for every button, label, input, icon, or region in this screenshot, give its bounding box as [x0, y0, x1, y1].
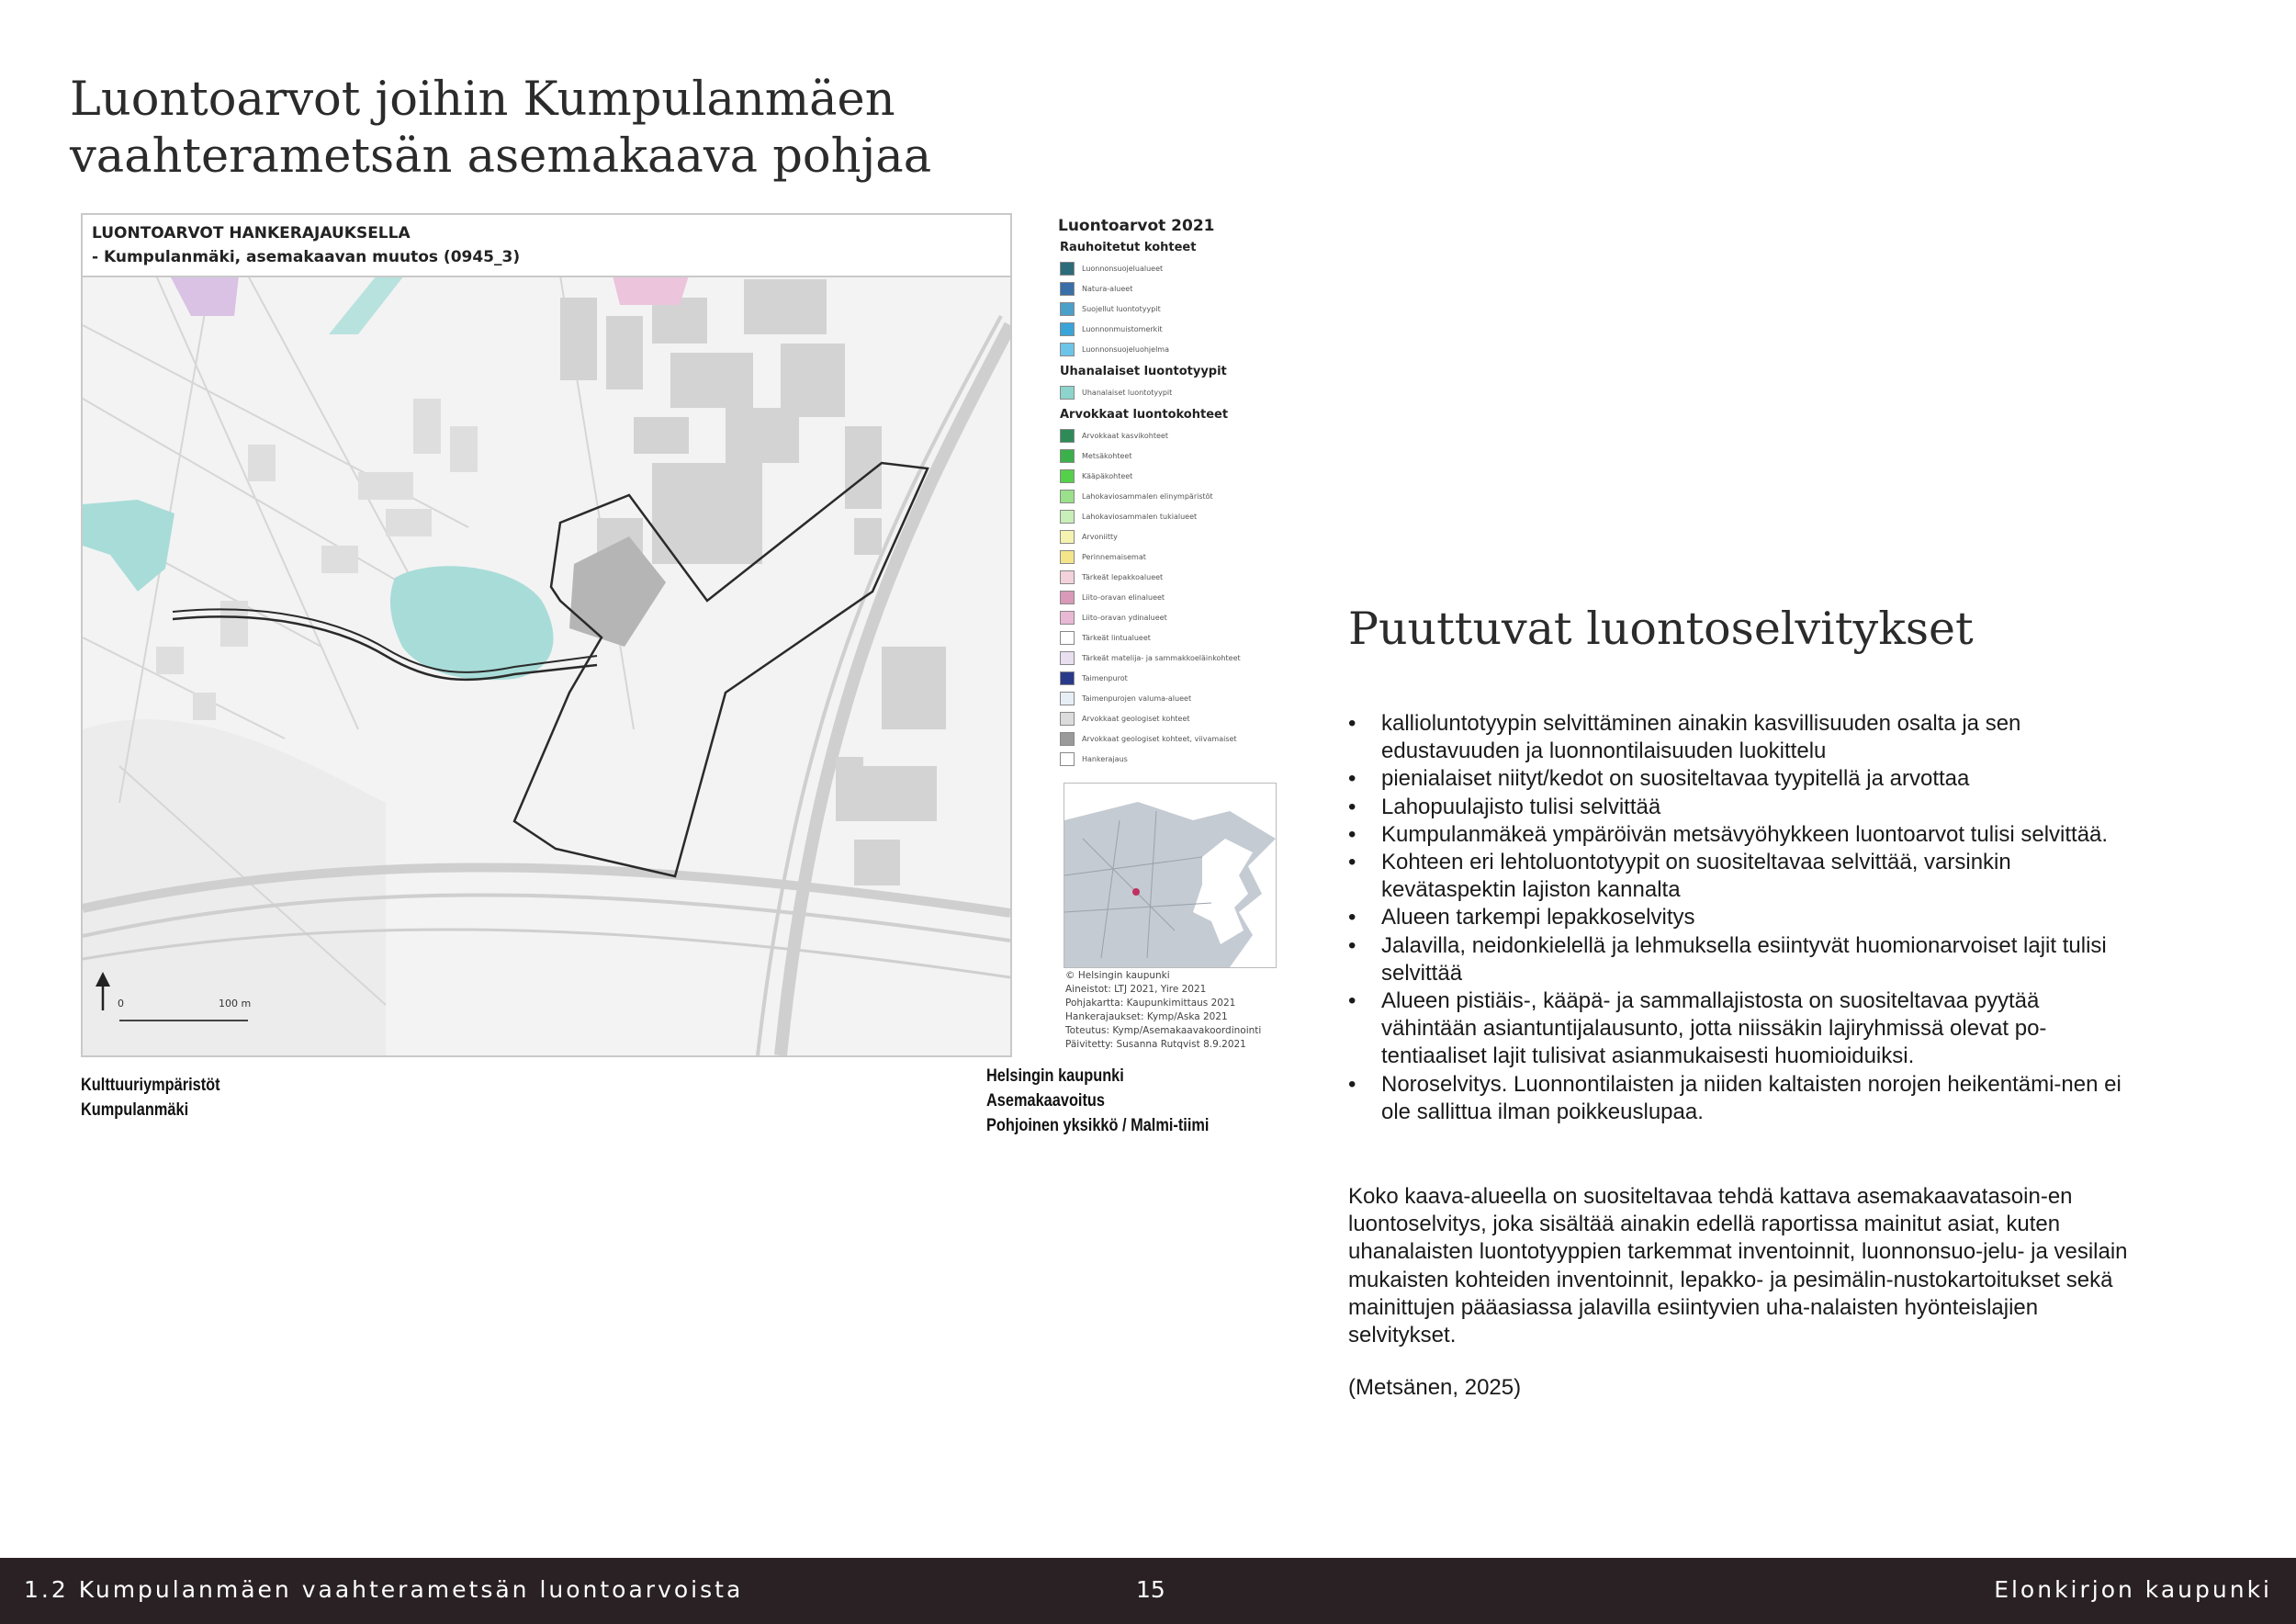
legend-item-label: Suojellut luontotyypit	[1082, 304, 1161, 313]
missing-surveys-list	[1348, 710, 2138, 1126]
legend-swatch	[1060, 570, 1075, 584]
list-item: • Lahopuulajisto tulisi selvittää	[1348, 794, 2138, 821]
legend-swatch	[1060, 386, 1075, 400]
credit-line: Päivitetty: Susanna Rutqvist 8.9.2021	[1065, 1039, 1246, 1050]
legend-swatch	[1060, 449, 1075, 463]
legend-swatch	[1060, 510, 1075, 524]
list-item: • Alueen tarkempi lepakkoselvitys	[1348, 904, 2138, 931]
legend-item	[1060, 486, 1275, 506]
caption-line: Asemakaavoitus	[986, 1091, 1105, 1111]
legend-item-label: Liito-oravan elinalueet	[1082, 592, 1165, 602]
map-credits	[1065, 969, 1286, 1052]
legend-swatch	[1060, 262, 1075, 276]
list-item: • pienialaiset niityt/kedot on suositeltavaa tyypitellä ja arvottaa	[1348, 765, 2138, 793]
caption-line: Kumpulanmäki	[81, 1100, 189, 1120]
legend-swatch	[1060, 732, 1075, 746]
map-subtitle: - Kumpulanmäki, asemakaavan muutos (0945_3)	[92, 248, 521, 266]
legend-section-heading: Arvokkaat luontokohteet	[1060, 408, 1229, 422]
legend-item	[1060, 299, 1275, 319]
legend-item-label: Taimenpurot	[1082, 673, 1128, 682]
map-caption-right	[986, 1064, 1209, 1138]
legend-item-label: Liito-oravan ydinalueet	[1082, 613, 1167, 622]
legend-swatch	[1060, 692, 1075, 705]
legend-swatch	[1060, 469, 1075, 483]
legend-section-heading: Rauhoitetut kohteet	[1060, 241, 1197, 254]
legend-item	[1060, 749, 1275, 769]
credit-line: Toteutus: Kymp/Asemakaavakoordinointi	[1065, 1025, 1262, 1036]
list-item: • Alueen pistiäis-, kääpä- ja sammallajistosta on suositeltavaa pyytää vähintään asiantuntijalausunto, jotta niissäkin lajiryhmissä olevat po-tentiaaliset lajit tulisivat asianmukaisesti huomioiduiksi.	[1348, 987, 2138, 1071]
map-caption-left	[81, 1073, 220, 1122]
legend-swatch	[1060, 631, 1075, 645]
legend-item	[1060, 547, 1275, 567]
legend-item	[1060, 425, 1275, 445]
inset-map-graphic	[1064, 784, 1276, 967]
legend-item	[1060, 278, 1275, 299]
credit-line: Aineistot: LTJ 2021, Yire 2021	[1065, 984, 1207, 995]
map-title: LUONTOARVOT HANKERAJAUKSELLA	[92, 224, 411, 242]
legend-item	[1060, 728, 1275, 749]
legend-item	[1060, 567, 1275, 587]
legend-item-label: Tärkeät matelija- ja sammakkoeläinkohteet	[1082, 653, 1241, 662]
legend-item-label: Luonnonmuistomerkit	[1082, 324, 1163, 333]
legend-swatch	[1060, 550, 1075, 564]
legend-item-label: Natura-alueet	[1082, 284, 1133, 293]
legend-item-label: Arvokkaat geologiset kohteet, viivamaiset	[1082, 734, 1237, 743]
legend-swatch	[1060, 752, 1075, 766]
legend-item	[1060, 708, 1275, 728]
legend-swatch	[1060, 490, 1075, 503]
legend-item-label: Metsäkohteet	[1082, 451, 1132, 460]
legend-swatch	[1060, 322, 1075, 336]
legend-swatch	[1060, 343, 1075, 356]
legend-item-label: Tärkeät lintualueet	[1082, 633, 1151, 642]
credit-line: Hankerajaukset: Kymp/Aska 2021	[1065, 1011, 1228, 1022]
legend-title: Luontoarvot 2021	[1058, 217, 1215, 235]
legend-item-label: Uhanalaiset luontotyypit	[1082, 388, 1173, 397]
legend-item	[1060, 319, 1275, 339]
map-title-box	[83, 215, 1010, 277]
legend-item-label: Lahokaviosammalen tukialueet	[1082, 512, 1198, 521]
legend-item-label: Arvokkaat geologiset kohteet	[1082, 714, 1190, 723]
nature-values-map	[81, 213, 1012, 1057]
legend-swatch	[1060, 671, 1075, 685]
legend-item-label: Perinnemaisemat	[1082, 552, 1146, 561]
legend-item	[1060, 526, 1275, 547]
scale-bar	[90, 987, 274, 1042]
map-basemap	[83, 215, 1010, 1055]
legend-item	[1060, 466, 1275, 486]
legend-item-label: Hankerajaus	[1082, 754, 1128, 763]
legend-swatch	[1060, 282, 1075, 296]
legend-item	[1060, 668, 1275, 688]
list-item: • kallioluntotyypin selvittäminen ainakin kasvillisuuden osalta ja sen edustavuuden ja luonnontilaisuuden luokittelu	[1348, 710, 2138, 765]
legend-section-heading: Uhanalaiset luontotyypit	[1060, 365, 1227, 378]
scale-distance-label: 100 m	[219, 998, 252, 1009]
legend-sections	[1054, 241, 1275, 769]
page-number: 15	[1136, 1576, 1165, 1603]
footer-publication-title: Elonkirjon kaupunki	[1994, 1576, 2272, 1603]
caption-line: Pohjoinen yksikkö / Malmi-tiimi	[986, 1116, 1210, 1135]
inset-overview-map	[1064, 783, 1277, 968]
caption-line: Helsingin kaupunki	[986, 1066, 1124, 1086]
legend-swatch	[1060, 530, 1075, 544]
legend-item	[1060, 607, 1275, 627]
footer-section-title: 1.2 Kumpulanmäen vaahterametsän luontoarvoista	[24, 1576, 744, 1603]
legend-item-label: Taimenpurojen valuma-alueet	[1082, 694, 1192, 703]
list-item: • Kohteen eri lehtoluontotyypit on suositeltavaa selvittää, varsinkin kevätaspektin lajiston kannalta	[1348, 849, 2138, 904]
legend-item	[1060, 587, 1275, 607]
legend-item	[1060, 627, 1275, 648]
legend-item	[1060, 258, 1275, 278]
page-footer	[0, 1558, 2296, 1624]
legend-item-label: Tärkeät lepakkoalueet	[1082, 572, 1164, 581]
map-legend	[1054, 213, 1275, 783]
legend-swatch	[1060, 712, 1075, 726]
legend-item-label: Arvokkaat kasvikohteet	[1082, 431, 1168, 440]
legend-swatch	[1060, 651, 1075, 665]
list-item: • Jalavilla, neidonkielellä ja lehmuksella esiintyvät huomionarvoiset lajit tulisi selvittää	[1348, 932, 2138, 987]
page-title: Luontoarvot joihin Kumpulanmäen vaahterametsän asemakaava pohjaa	[70, 73, 932, 184]
legend-item-label: Luonnonsuojelualueet	[1082, 264, 1164, 273]
scale-zero-label: 0	[118, 998, 124, 1009]
legend-swatch	[1060, 611, 1075, 625]
citation: (Metsänen, 2025)	[1348, 1375, 1522, 1400]
legend-item-label: Luonnonsuojeluohjelma	[1082, 344, 1169, 354]
list-item: • Kumpulanmäkeä ympäröivän metsävyöhykkeen luontoarvot tulisi selvittää.	[1348, 821, 2138, 849]
legend-item-label: Arvoniitty	[1082, 532, 1118, 541]
section-heading: Puuttuvat luontoselvitykset	[1348, 603, 1974, 655]
legend-swatch	[1060, 302, 1075, 316]
credit-line: Pohjakartta: Kaupunkimittaus 2021	[1065, 998, 1236, 1009]
list-item: • Noroselvitys. Luonnontilaisten ja niiden kaltaisten norojen heikentämi-nen ei ole sallittua ilman poikkeuslupaa.	[1348, 1071, 2138, 1126]
legend-swatch	[1060, 429, 1075, 443]
legend-item	[1060, 339, 1275, 359]
legend-item	[1060, 688, 1275, 708]
legend-swatch	[1060, 591, 1075, 604]
legend-item-label: Lahokaviosammalen elinympäristöt	[1082, 491, 1213, 501]
caption-line: Kulttuuriympäristöt	[81, 1076, 220, 1095]
credit-line: © Helsingin kaupunki	[1065, 970, 1170, 981]
legend-item-label: Kääpäkohteet	[1082, 471, 1133, 480]
scale-line	[119, 1020, 248, 1021]
legend-item	[1060, 506, 1275, 526]
legend-item	[1060, 382, 1275, 402]
legend-item	[1060, 445, 1275, 466]
legend-item	[1060, 648, 1275, 668]
summary-paragraph: Koko kaava-alueella on suositeltavaa tehdä kattava asemakaavatasoin-en luontoselvitys, joka sisältää ainakin edellä raportissa mainitut asiat, kuten uhanalaisten luontotyyppien tarkemmat inventoinnit, luonnonsuo-jelu- ja vesilain mukaisten kohteiden inventoinnit, lepakko- ja pesimälin-nustokartoitukset sekä mainittujen pääasiassa jalavilla esiintyvien uha-nalaisten hyönteislajien selvitykset.	[1348, 1184, 2128, 1348]
